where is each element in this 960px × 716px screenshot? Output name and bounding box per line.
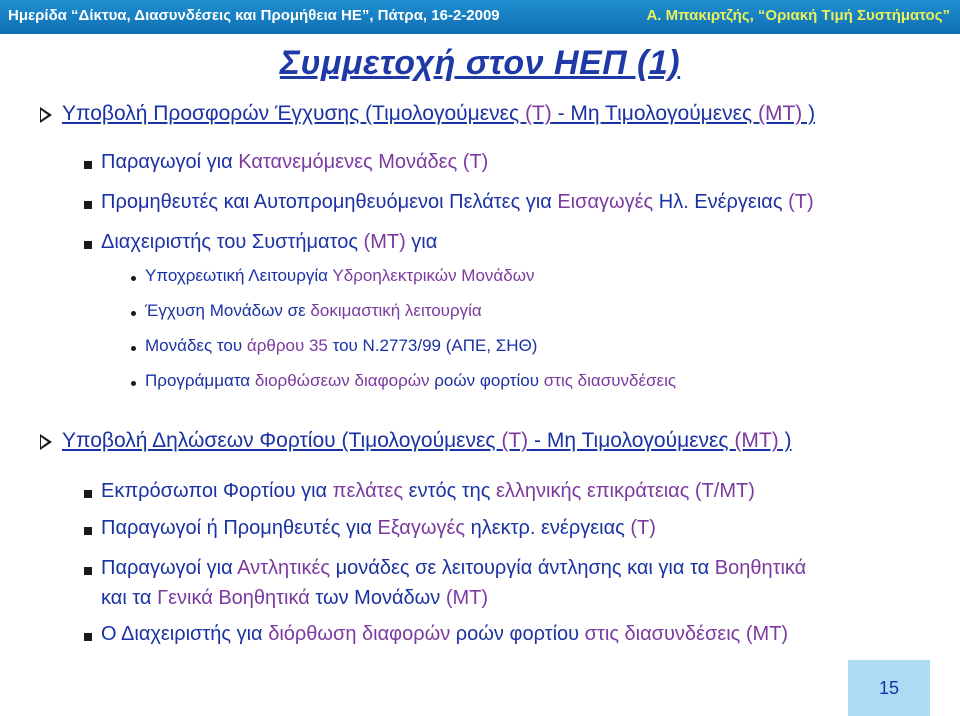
header-bar — [0, 0, 960, 34]
sub-list-item: Προγράμματα διορθώσεων διαφορών ροών φορτίου στις διασυνδέσεις — [145, 371, 677, 390]
sub-list-item: Υποχρεωτική Λειτουργία Υδροηλεκτρικών Μονάδων — [145, 266, 535, 285]
dot-bullet-icon — [131, 311, 136, 316]
list-item: Παραγωγοί για Κατανεμόμενες Μονάδες (Τ) — [101, 151, 489, 173]
list-item: Εκπρόσωποι Φορτίου για πελάτες εντός της ελληνικής επικράτειας (Τ/ΜΤ) — [101, 480, 755, 502]
list-item: Προμηθευτές και Αυτοπρομηθευόμενοι Πελάτες για Εισαγωγές Ηλ. Ενέργειας (Τ) — [101, 191, 814, 213]
square-bullet-icon — [84, 161, 92, 169]
header-author: Α. Μπακιρτζής, “Οριακή Τιμή Συστήματος” — [646, 7, 950, 24]
arrow-bullet-icon — [40, 107, 52, 123]
arrow-bullet-icon — [40, 434, 52, 450]
square-bullet-icon — [84, 567, 92, 575]
square-bullet-icon — [84, 527, 92, 535]
list-item: Διαχειριστής του Συστήματος (ΜΤ) για — [101, 231, 438, 253]
list-item: Ο Διαχειριστής για διόρθωση διαφορών ροών φορτίου στις διασυνδέσεις (ΜΤ) — [101, 623, 789, 645]
square-bullet-icon — [84, 201, 92, 209]
section-heading-offers: Υποβολή Προσφορών Έγχυσης (Τιμολογούμενες (Τ) - Μη Τιμολογούμενες (ΜΤ) ) — [62, 102, 816, 125]
list-item: Παραγωγοί ή Προμηθευτές για Εξαγωγές ηλεκτρ. ενέργειας (Τ) — [101, 517, 656, 539]
sub-list-item: Μονάδες του άρθρου 35 του Ν.2773/99 (ΑΠΕ, ΣΗΘ) — [145, 336, 538, 355]
square-bullet-icon — [84, 633, 92, 641]
square-bullet-icon — [84, 490, 92, 498]
header-event-title: Ημερίδα “Δίκτυα, Διασυνδέσεις και Προμήθεια ΗΕ”, Πάτρα, 16-2-2009 — [8, 7, 500, 24]
section-heading-load-declarations: Υποβολή Δηλώσεων Φορτίου (Τιμολογούμενες (Τ) - Μη Τιμολογούμενες (ΜΤ) ) — [62, 429, 792, 452]
sub-list-item: Έγχυση Μονάδων σε δοκιμαστική λειτουργία — [145, 301, 482, 320]
dot-bullet-icon — [131, 346, 136, 351]
dot-bullet-icon — [131, 381, 136, 386]
list-item-continuation: και τα Γενικά Βοηθητικά των Μονάδων (ΜΤ) — [101, 587, 489, 609]
list-item: Παραγωγοί για Αντλητικές μονάδες σε λειτουργία άντλησης και για τα Βοηθητικά — [101, 557, 807, 579]
slide-title: Συμμετοχή στον ΗΕΠ (1) — [279, 44, 681, 82]
page-number: 15 — [848, 660, 930, 716]
square-bullet-icon — [84, 241, 92, 249]
dot-bullet-icon — [131, 276, 136, 281]
